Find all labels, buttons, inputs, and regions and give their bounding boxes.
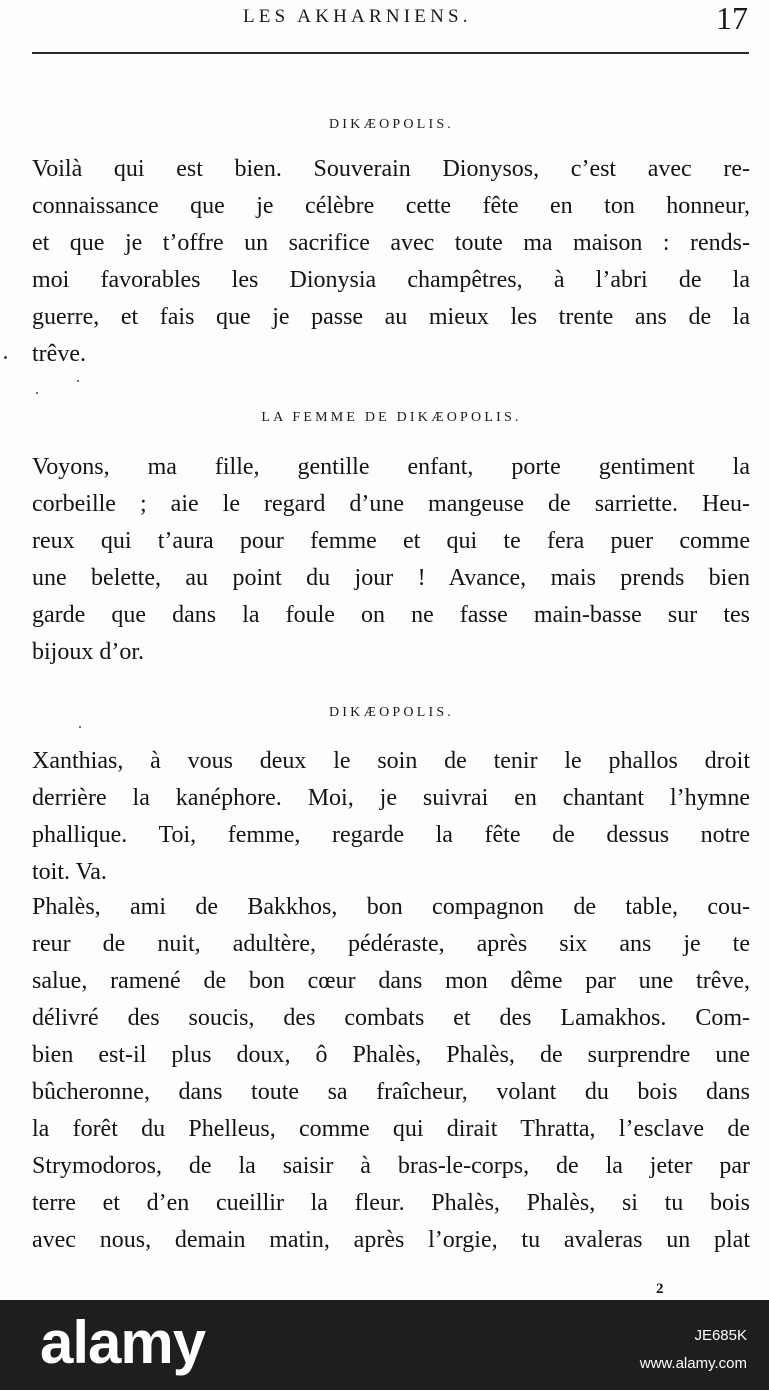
signature-mark: 2 <box>656 1281 664 1297</box>
speaker-heading: DIKÆOPOLIS. <box>328 705 455 720</box>
text-line: reux qui t’aura pour femme et qui te fera puer comme <box>32 528 750 554</box>
speaker-heading: DIKÆOPOLIS. <box>328 117 455 132</box>
text-line: reur de nuit, adultère, pédéraste, après six ans je te <box>32 931 750 957</box>
alamy-logo: alamy <box>40 1309 206 1376</box>
text-line: Voilà qui est bien. Souverain Dionysos, c’est avec re- <box>32 156 750 182</box>
ink-speck <box>79 726 81 728</box>
text-line: une belette, au point du jour ! Avance, mais prends bien <box>32 565 750 591</box>
text-line: toit. Va. <box>32 859 107 885</box>
image-id: JE685K <box>694 1327 747 1344</box>
running-title: LES AKHARNIENS. <box>243 6 472 27</box>
text-line: salue, ramené de bon cœur dans mon dême par une trêve, <box>32 968 750 994</box>
text-line: moi favorables les Dionysia champêtres, à l’abri de la <box>32 267 750 293</box>
site-url: www.alamy.com <box>639 1355 747 1372</box>
speech-paragraph <box>32 743 750 891</box>
text-line: Phalès, ami de Bakkhos, bon compagnon de table, cou- <box>32 894 750 920</box>
text-line: avec nous, demain matin, après l’orgie, tu avaleras un plat <box>32 1227 750 1253</box>
text-line: délivré des soucis, des combats et des Lamakhos. Com- <box>32 1005 750 1031</box>
speech-paragraph <box>32 449 750 671</box>
text-line: trêve. <box>32 341 86 367</box>
text-line: Voyons, ma fille, gentille enfant, porte gentiment la <box>32 454 750 480</box>
text-line: bien est-il plus doux, ô Phalès, Phalès, de surprendre une <box>32 1042 750 1068</box>
page-number: 17 <box>716 0 748 36</box>
watermark-footer <box>0 1300 769 1390</box>
text-line: phallique. Toi, femme, regarde la fête de dessus notre <box>32 822 750 848</box>
hymn-paragraph <box>32 889 750 1259</box>
text-line: et que je t’offre un sacrifice avec toute ma maison : rends- <box>32 230 750 256</box>
text-line: la forêt du Phelleus, comme qui dirait Thratta, l’esclave de <box>32 1116 750 1142</box>
speech-paragraph <box>32 151 750 373</box>
header-rule <box>32 52 749 54</box>
watermark-meta <box>640 1322 747 1378</box>
text-line: bijoux d’or. <box>32 639 144 665</box>
text-line: guerre, et fais que je passe au mieux les trente ans de la <box>32 304 750 330</box>
text-line: garde que dans la foule on ne fasse main-basse sur tes <box>32 602 750 628</box>
text-line: bûcheronne, dans toute sa fraîcheur, volant du bois dans <box>32 1079 750 1105</box>
text-line: Xanthias, à vous deux le soin de tenir le phallos droit <box>32 748 750 774</box>
text-line: connaissance que je célèbre cette fête en ton honneur, <box>32 193 750 219</box>
text-line: Strymodoros, de la saisir à bras-le-corps, de la jeter par <box>32 1153 750 1179</box>
running-head <box>0 2 769 42</box>
ink-speck <box>77 380 79 382</box>
text-line: corbeille ; aie le regard d’une mangeuse de sarriette. Heu- <box>32 491 750 517</box>
ink-speck <box>36 392 38 394</box>
ink-speck <box>4 356 7 359</box>
text-line: derrière la kanéphore. Moi, je suivrai en chantant l’hymne <box>32 785 750 811</box>
speaker-heading: LA FEMME DE DIKÆOPOLIS. <box>261 410 522 425</box>
text-line: terre et d’en cueillir la fleur. Phalès, Phalès, si tu bois <box>32 1190 750 1216</box>
